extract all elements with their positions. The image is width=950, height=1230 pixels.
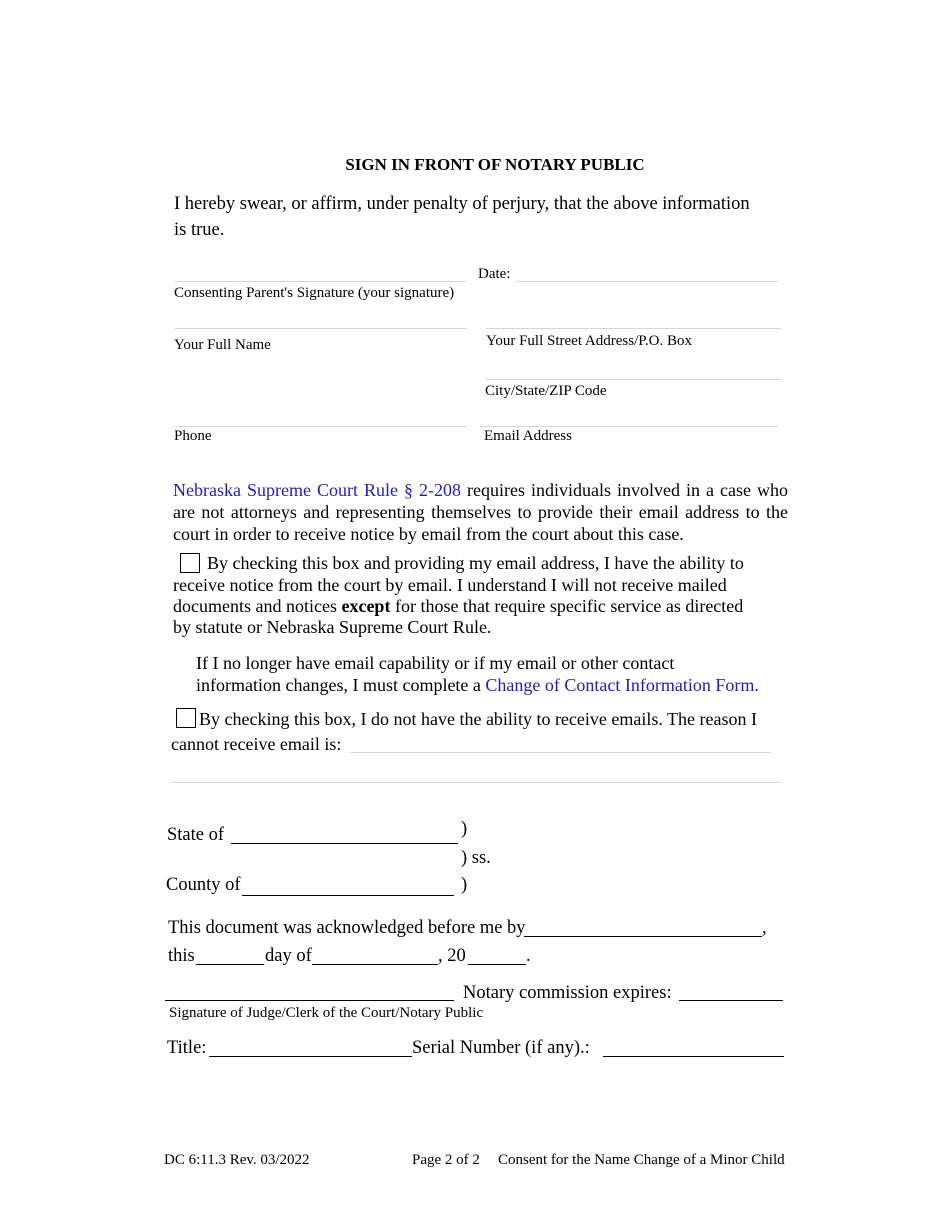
notary-signature-line[interactable] [165, 984, 454, 1001]
ack-text: This document was acknowledged before me by [168, 918, 526, 938]
city-state-zip-line[interactable] [486, 379, 781, 380]
no-email-reason-line-2[interactable] [171, 782, 781, 783]
no-email-line-1: By checking this box, I do not have the ability to receive emails. The reason I [199, 709, 758, 729]
ss-label: ) ss. [461, 848, 491, 868]
county-line[interactable] [242, 879, 454, 896]
change-of-contact-form-link[interactable]: Change of Contact Information Form. [485, 675, 759, 695]
paren-2: ) [461, 875, 468, 895]
serial-line[interactable] [603, 1040, 784, 1057]
page-heading: SIGN IN FRONT OF NOTARY PUBLIC [345, 155, 645, 174]
rule-notice-text: requires individuals involved in a case who are not attorneys and representing themselves to provide their email address to the court in order to receive notice by email from the court about this case. [173, 480, 788, 544]
email-label: Email Address [484, 428, 572, 444]
email-consent-line-4: by statute or Nebraska Supreme Court Rule. [173, 617, 492, 637]
email-consent-line-3: documents and notices except for those that require specific service as directed [173, 596, 744, 616]
phone-line[interactable] [175, 426, 467, 427]
street-address-line[interactable] [486, 328, 781, 329]
signature-caption: Signature of Judge/Clerk of the Court/Notary Public [169, 1005, 484, 1021]
footer-page: Page 2 of 2 [412, 1152, 480, 1168]
parent-signature-line[interactable] [175, 281, 466, 282]
state-label: State of [167, 825, 225, 845]
city-state-zip-label: City/State/ZIP Code [485, 383, 607, 399]
commission-label: Notary commission expires: [463, 983, 672, 1003]
ack-comma: , [762, 918, 767, 938]
state-line[interactable] [231, 827, 458, 844]
email-line[interactable] [480, 426, 778, 427]
change-notice-line-1: If I no longer have email capability or if my email or other contact [196, 653, 675, 673]
serial-label: Serial Number (if any).: [412, 1038, 590, 1058]
footer-form-id: DC 6:11.3 Rev. 03/2022 [164, 1152, 310, 1168]
period: . [526, 946, 531, 966]
full-name-line[interactable] [175, 328, 467, 329]
oath-line-2: is true. [174, 220, 225, 240]
parent-signature-label: Consenting Parent's Signature (your signature) [174, 285, 455, 301]
supreme-court-rule-link[interactable]: Nebraska Supreme Court Rule § 2-208 [173, 480, 461, 500]
ack-name-line[interactable] [524, 920, 762, 937]
year-line[interactable] [468, 948, 526, 965]
date-line[interactable] [516, 281, 778, 282]
no-email-line-2: cannot receive email is: [171, 734, 342, 754]
day-line[interactable] [196, 948, 264, 965]
this-label: this [168, 946, 195, 966]
year-prefix: , 20 [438, 946, 466, 966]
county-label: County of [166, 875, 241, 895]
title-label: Title: [167, 1038, 207, 1058]
commission-line[interactable] [679, 984, 783, 1001]
day-of-label: day of [265, 946, 312, 966]
no-email-reason-line[interactable] [350, 752, 771, 753]
no-email-checkbox[interactable] [176, 708, 196, 728]
paren-1: ) [461, 819, 468, 839]
email-consent-checkbox[interactable] [180, 553, 200, 573]
oath-line-1: I hereby swear, or affirm, under penalty of perjury, that the above information [174, 194, 750, 214]
footer-form-title: Consent for the Name Change of a Minor Child [498, 1152, 785, 1168]
phone-label: Phone [174, 428, 212, 444]
street-address-label: Your Full Street Address/P.O. Box [486, 333, 693, 349]
email-consent-line-2: receive notice from the court by email. I understand I will not receive mailed [173, 575, 727, 595]
date-label: Date: [478, 266, 511, 282]
title-line[interactable] [209, 1040, 412, 1057]
rule-notice [173, 479, 788, 545]
except-emphasis: except [341, 596, 391, 616]
month-line[interactable] [312, 948, 438, 965]
full-name-label: Your Full Name [174, 337, 271, 353]
email-consent-line-1: By checking this box and providing my email address, I have the ability to [207, 553, 744, 573]
change-notice-line-2: information changes, I must complete a Change of Contact Information Form. [196, 675, 759, 695]
